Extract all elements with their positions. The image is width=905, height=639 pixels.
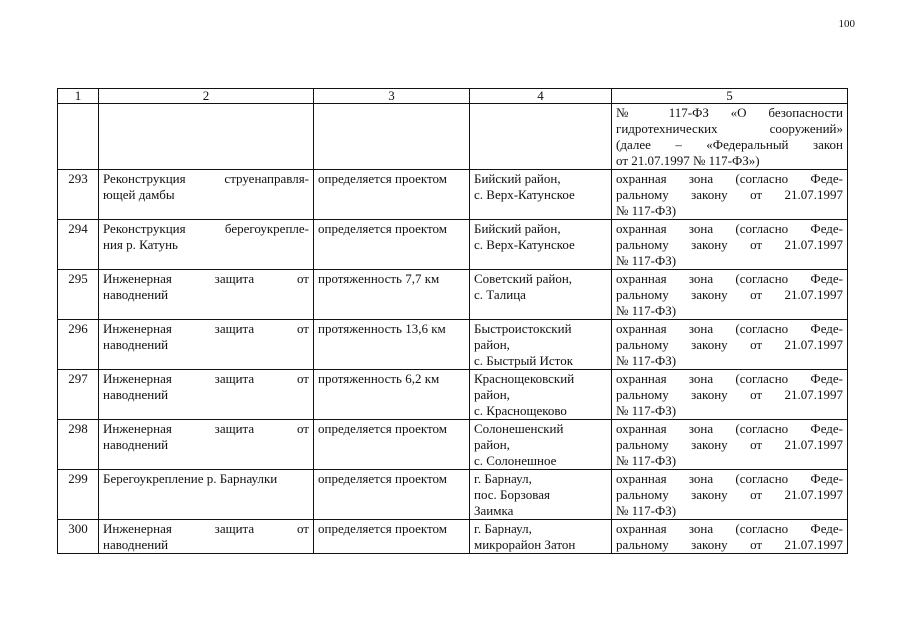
text-line: ральному закону от 21.07.1997	[616, 237, 843, 252]
table-row	[58, 420, 848, 470]
zone-description	[612, 470, 848, 520]
text-line: Реконструкция берегоукрепле-	[103, 221, 309, 236]
text-line: № 117-ФЗ «О безопасности	[616, 105, 843, 120]
text-line: охранная зона (согласно Феде-	[616, 321, 843, 336]
zone-description	[612, 170, 848, 220]
zone-description	[612, 220, 848, 270]
object-name	[99, 420, 314, 470]
text-line: наводнений	[103, 437, 169, 452]
object-parameter: определяется проектом	[314, 470, 470, 520]
location-line: с. Талица	[474, 287, 526, 302]
text-line: наводнений	[103, 287, 169, 302]
location-line: Быстроистокский	[474, 321, 572, 336]
location-line: Солонешенский	[474, 421, 564, 436]
text-line: Реконструкция струенаправля-	[103, 171, 309, 186]
location-line: Краснощековский	[474, 371, 575, 386]
object-location	[470, 320, 612, 370]
zone-description	[612, 320, 848, 370]
row-number: 300	[58, 520, 99, 554]
text-line: (далее – «Федеральный закон	[616, 137, 843, 152]
zone-description	[612, 420, 848, 470]
text-line: наводнений	[103, 537, 169, 552]
row-number: 298	[58, 420, 99, 470]
text-line: № 117-ФЗ)	[616, 453, 677, 468]
text-line: № 117-ФЗ)	[616, 203, 677, 218]
text-line: ральному закону от 21.07.1997	[616, 187, 843, 202]
text-line: гидротехнических сооружений»	[616, 121, 843, 136]
location-line: Советский район,	[474, 271, 573, 286]
object-name	[99, 370, 314, 420]
object-location	[470, 520, 612, 554]
object-parameter: определяется проектом	[314, 520, 470, 554]
location-line: с. Быстрый Исток	[474, 353, 574, 368]
location-line: Бийский район,	[474, 171, 561, 186]
text-line: наводнений	[103, 387, 169, 402]
object-parameter: протяженность 7,7 км	[314, 270, 470, 320]
text-line: ральному закону от 21.07.1997	[616, 437, 843, 452]
continuation-text	[612, 104, 848, 170]
text-line: ральному закону от 21.07.1997	[616, 387, 843, 402]
objects-table	[57, 88, 848, 554]
object-name	[99, 170, 314, 220]
text-line: № 117-ФЗ)	[616, 353, 677, 368]
table-row	[58, 520, 848, 554]
text-line: наводнений	[103, 337, 169, 352]
location-line: микрорайон Затон	[474, 537, 576, 552]
text-line: Инженерная защита от	[103, 321, 309, 336]
header-cell: 2	[99, 89, 314, 104]
object-name	[99, 220, 314, 270]
location-line: г. Барнаул,	[474, 521, 532, 536]
text-line: от 21.07.1997 № 117-ФЗ»)	[616, 153, 760, 168]
text-line: № 117-ФЗ)	[616, 303, 677, 318]
continuation-row	[58, 104, 848, 170]
row-number: 295	[58, 270, 99, 320]
location-line: с. Краснощеково	[474, 403, 567, 418]
location-line: с. Солонешное	[474, 453, 557, 468]
text-line: № 117-ФЗ)	[616, 253, 677, 268]
text-line: Инженерная защита от	[103, 421, 309, 436]
text-line: Берегоукрепление р. Барнаулки	[103, 471, 278, 486]
empty-cell	[314, 104, 470, 170]
header-cell: 5	[612, 89, 848, 104]
object-name	[99, 320, 314, 370]
zone-description	[612, 520, 848, 554]
object-name	[99, 470, 314, 520]
empty-cell	[470, 104, 612, 170]
page-number: 100	[838, 18, 855, 30]
text-line: ральному закону от 21.07.1997	[616, 287, 843, 302]
text-line: ральному закону от 21.07.1997	[616, 487, 843, 502]
text-line: охранная зона (согласно Феде-	[616, 371, 843, 386]
row-number: 299	[58, 470, 99, 520]
empty-cell	[99, 104, 314, 170]
header-cell: 3	[314, 89, 470, 104]
location-line: Заимка	[474, 503, 514, 518]
empty-cell	[58, 104, 99, 170]
header-cell: 4	[470, 89, 612, 104]
text-line: охранная зона (согласно Феде-	[616, 521, 843, 536]
table-row	[58, 370, 848, 420]
text-line: ния р. Катунь	[103, 237, 178, 252]
row-number: 293	[58, 170, 99, 220]
text-line: охранная зона (согласно Феде-	[616, 471, 843, 486]
object-location	[470, 370, 612, 420]
object-location	[470, 270, 612, 320]
location-line: район,	[474, 337, 510, 352]
location-line: с. Верх-Катунское	[474, 237, 575, 252]
row-number: 294	[58, 220, 99, 270]
table-row	[58, 470, 848, 520]
object-parameter: определяется проектом	[314, 170, 470, 220]
location-line: пос. Борзовая	[474, 487, 550, 502]
object-location	[470, 220, 612, 270]
text-line: охранная зона (согласно Феде-	[616, 171, 843, 186]
table-row	[58, 170, 848, 220]
row-number: 297	[58, 370, 99, 420]
zone-description	[612, 370, 848, 420]
text-line: охранная зона (согласно Феде-	[616, 421, 843, 436]
row-number: 296	[58, 320, 99, 370]
location-line: Бийский район,	[474, 221, 561, 236]
object-parameter: протяженность 6,2 км	[314, 370, 470, 420]
text-line: № 117-ФЗ)	[616, 503, 677, 518]
text-line: Инженерная защита от	[103, 371, 309, 386]
object-location	[470, 470, 612, 520]
text-line: ральному закону от 21.07.1997	[616, 537, 843, 552]
text-line: охранная зона (согласно Феде-	[616, 221, 843, 236]
object-name	[99, 520, 314, 554]
location-line: район,	[474, 437, 510, 452]
location-line: с. Верх-Катунское	[474, 187, 575, 202]
table-row	[58, 270, 848, 320]
text-line: Инженерная защита от	[103, 521, 309, 536]
zone-description	[612, 270, 848, 320]
header-cell: 1	[58, 89, 99, 104]
location-line: район,	[474, 387, 510, 402]
object-parameter: определяется проектом	[314, 220, 470, 270]
object-name	[99, 270, 314, 320]
object-parameter: протяженность 13,6 км	[314, 320, 470, 370]
object-location	[470, 170, 612, 220]
text-line: охранная зона (согласно Феде-	[616, 271, 843, 286]
object-location	[470, 420, 612, 470]
header-row	[58, 89, 848, 104]
text-line: № 117-ФЗ)	[616, 403, 677, 418]
text-line: ющей дамбы	[103, 187, 175, 202]
table-row	[58, 320, 848, 370]
text-line: ральному закону от 21.07.1997	[616, 337, 843, 352]
table-row	[58, 220, 848, 270]
text-line: Инженерная защита от	[103, 271, 309, 286]
object-parameter: определяется проектом	[314, 420, 470, 470]
location-line: г. Барнаул,	[474, 471, 532, 486]
